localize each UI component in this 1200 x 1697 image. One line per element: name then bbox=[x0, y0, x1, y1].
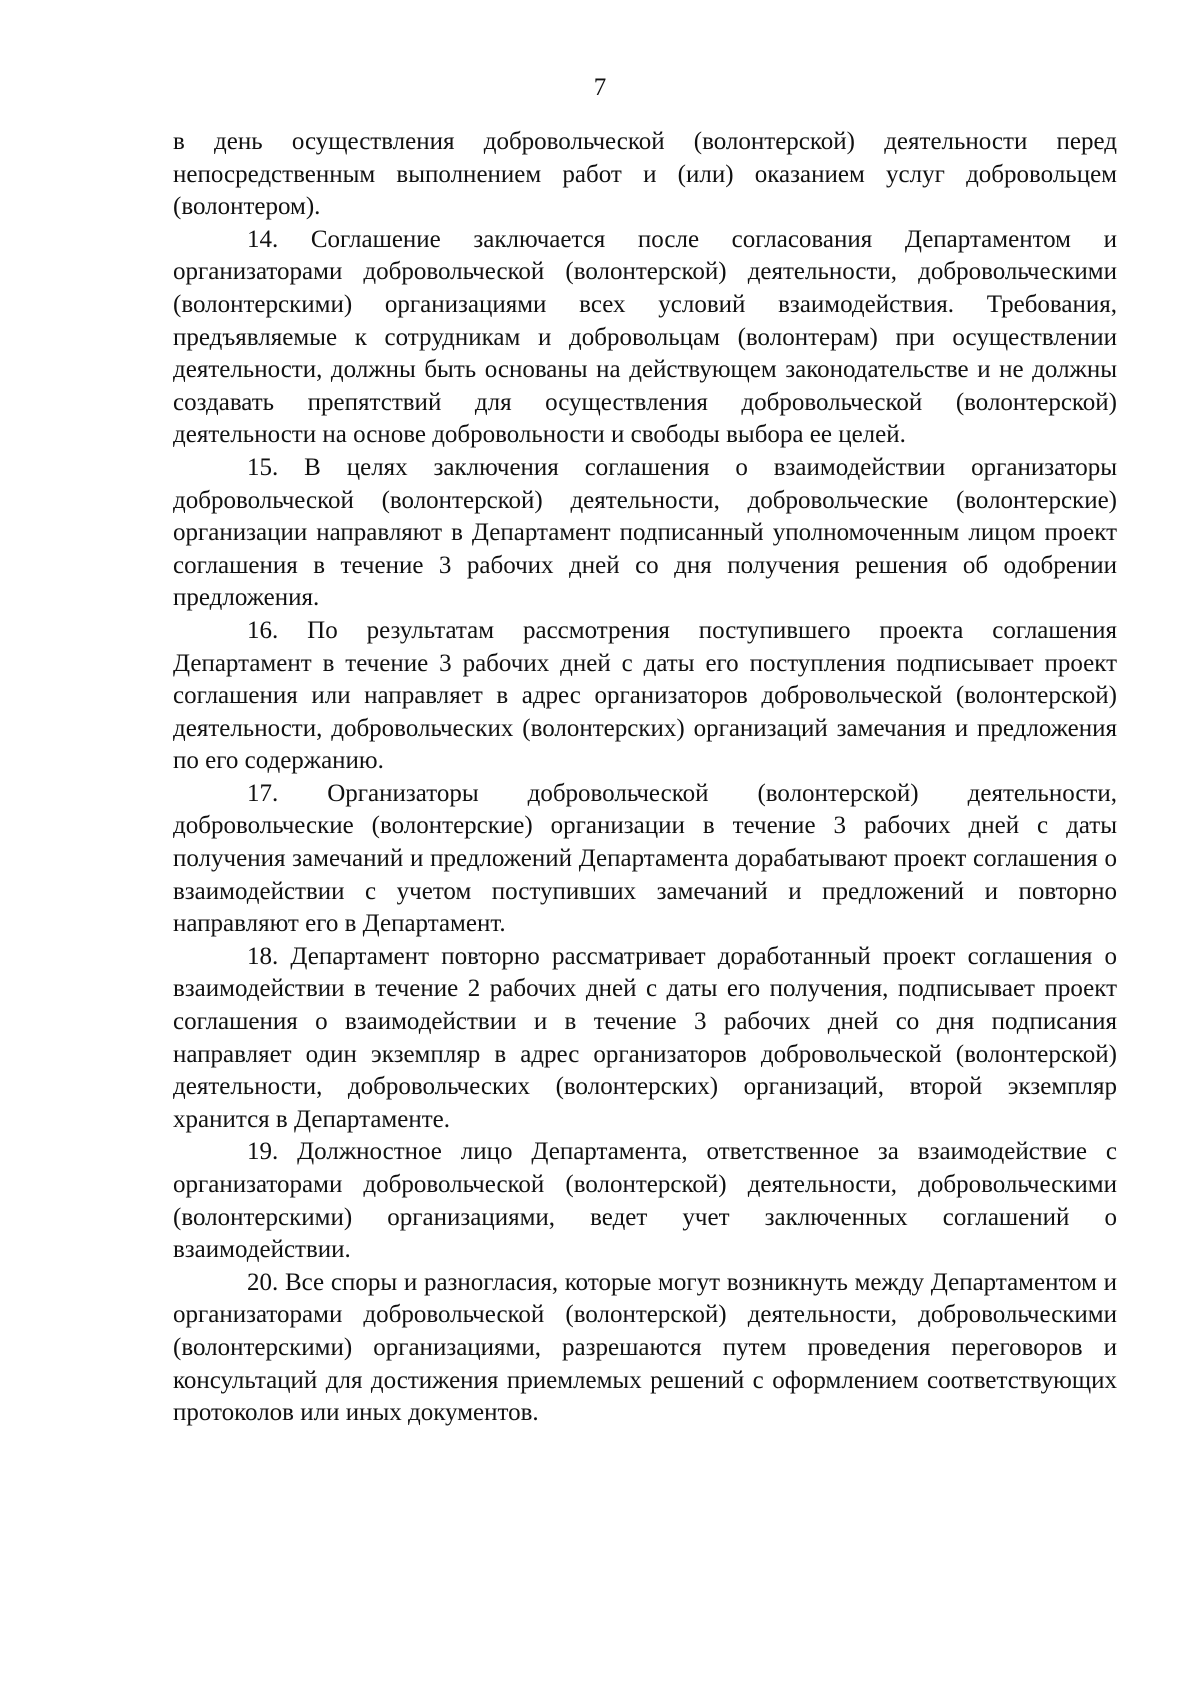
paragraph-continuation: в день осуществления добровольческой (волонтерской) деятельности перед непосредственным выполнением работ и (или) оказанием услуг добровольцем (волонтером). bbox=[173, 128, 1117, 221]
paragraph-item-19: 19. Должностное лицо Департамента, ответственное за взаимодействие с организаторами добровольческой (волонтерской) деятельности, добровольческими (волонтерскими) организациями, ведет учет заключенных соглашений о взаимодействии. bbox=[173, 1138, 1117, 1264]
paragraph-item-18: 18. Департамент повторно рассматривает доработанный проект соглашения о взаимодействии в течение 2 рабочих дней с даты его получения, подписывает проект соглашения о взаимодействии и в течение 3 рабочих дней со дня подписания направляет один экземпляр в адрес организаторов добровольческой (волонтерской) деятельности, добровольческих (волонтерских) организаций, второй экземпляр хранится в Департаменте. bbox=[173, 942, 1117, 1133]
page-number: 7 bbox=[593, 74, 607, 101]
paragraph-item-16: 16. По результатам рассмотрения поступившего проекта соглашения Департамент в течение 3 рабочих дней с даты его поступления подписывает проект соглашения или направляет в адрес организаторов добровольческой (волонтерской) деятельности, добровольческих (волонтерских) организаций замечания и предложения по его содержанию. bbox=[173, 616, 1117, 775]
document-body bbox=[173, 126, 1117, 1430]
paragraph-item-14: 14. Соглашение заключается после согласования Департаментом и организаторами добровольческой (волонтерской) деятельности, добровольческими (волонтерскими) организациями всех условий взаимодействия. Требования, предъявляемые к сотрудникам и добровольцам (волонтерам) при осуществлении деятельности, должны быть основаны на действующем законодательстве и не должны создавать препятствий для осуществления добровольческой (волонтерской) деятельности на основе добровольности и свободы выбора ее целей. bbox=[173, 225, 1117, 449]
paragraph-item-15: 15. В целях заключения соглашения о взаимодействии организаторы добровольческой (волонтерской) деятельности, добровольческие (волонтерские) организации направляют в Департамент подписанный уполномоченным лицом проект соглашения в течение 3 рабочих дней со дня получения решения об одобрении предложения. bbox=[173, 453, 1117, 612]
paragraph-item-20: 20. Все споры и разногласия, которые могут возникнуть между Департаментом и организаторами добровольческой (волонтерской) деятельности, добровольческими (волонтерскими) организациями, разрешаются путем проведения переговоров и консультаций для достижения приемлемых решений с оформлением соответствующих протоколов или иных документов. bbox=[173, 1268, 1117, 1427]
paragraph-item-17: 17. Организаторы добровольческой (волонтерской) деятельности, добровольческие (волонтерские) организации в течение 3 рабочих дней с даты получения замечаний и предложений Департамента дорабатывают проект соглашения о взаимодействии с учетом поступивших замечаний и предложений и повторно направляют его в Департамент. bbox=[173, 779, 1117, 938]
